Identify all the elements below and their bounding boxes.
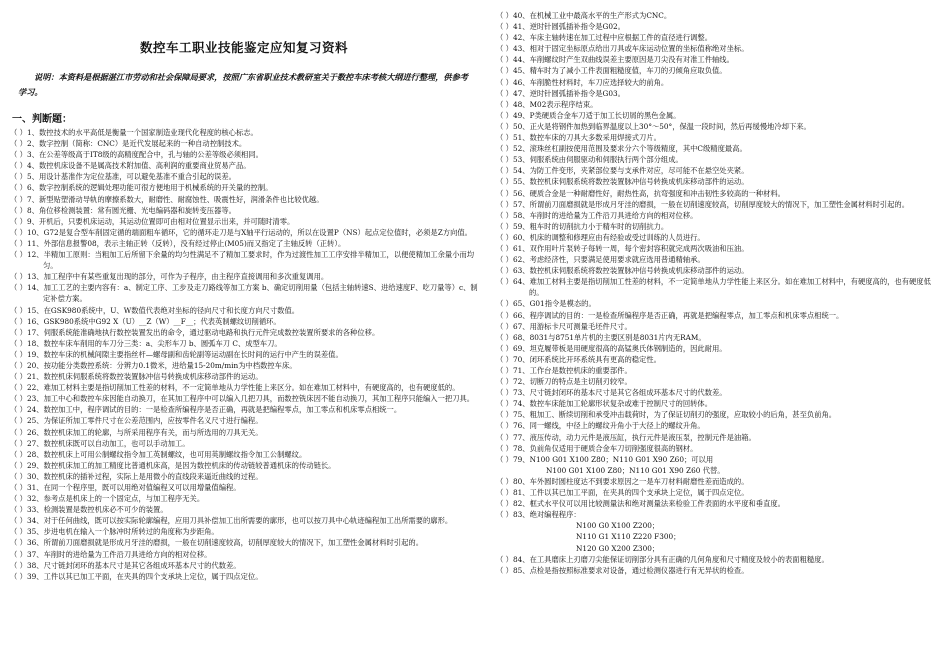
answer-bracket: （ ） xyxy=(496,166,513,176)
question-text: 4、数控机床设备不是属高技术附加值、高利润的重要商业贸易产品。 xyxy=(27,161,251,171)
question-text: 74、数控车床能加工轮廓形状复杂或难于控制尺寸的回转体。 xyxy=(513,399,713,409)
question-item xyxy=(496,121,942,132)
question-item xyxy=(496,165,942,176)
answer-bracket: （ ） xyxy=(10,161,27,171)
question-item xyxy=(10,560,478,571)
answer-bracket: （ ） xyxy=(10,216,27,226)
answer-bracket: （ ） xyxy=(10,338,27,348)
question-item xyxy=(10,182,478,193)
question-item xyxy=(496,43,942,54)
question-item xyxy=(10,515,478,526)
answer-bracket: （ ） xyxy=(10,383,27,393)
question-item xyxy=(496,321,942,332)
question-item xyxy=(10,393,478,404)
question-item xyxy=(496,265,942,276)
answer-bracket: （ ） xyxy=(10,139,27,149)
answer-bracket: （ ） xyxy=(496,399,513,409)
question-text: 2、数字控制（简称：CNC）是近代发展起来的一种自动控制技术。 xyxy=(27,139,247,149)
question-item xyxy=(496,409,942,420)
question-text: 27、数控机床既可以自动加工，也可以手动加工。 xyxy=(27,438,190,448)
answer-bracket: （ ） xyxy=(496,443,513,453)
answer-bracket: （ ） xyxy=(496,332,513,342)
question-item xyxy=(10,249,478,271)
question-text: 19、数控车床的机械间隙主要指丝杆—螺母副和齿轮副等运动副在长时间的运行中产生的误差值。 xyxy=(27,349,343,359)
question-text: 49、P类硬质合金车刀适于加工长切屑的黑色金属。 xyxy=(513,110,681,120)
question-text: 66、程序调试的目的：一是检查所编程序是否正确，再就是把编程零点，加工零点和机床零点相统一。 xyxy=(513,310,844,320)
question-text: 71、工作台是数控机床的重要部件。 xyxy=(513,366,632,375)
question-text: 5、用设计基准作为定位基准，可以避免基准不重合引起的误差。 xyxy=(27,172,236,182)
question-text: 80、车外圆时圆柱度达不到要求原因之一是车刀材料耐磨性差而造成的。 xyxy=(513,476,749,486)
question-text: 75、粗加工、断续切削和承受冲击载荷时，为了保证切削刃的强度，应取较小的后角，甚至负前角。 xyxy=(513,410,837,420)
question-item xyxy=(10,349,478,360)
question-text: 33、检测装置是数控机床必不可少的装置。 xyxy=(27,505,168,515)
question-text: 67、用游标卡尺可测量毛坯件尺寸。 xyxy=(513,321,632,331)
answer-bracket: （ ） xyxy=(10,460,27,470)
question-text: 31、在同一个程序里，既可以用绝对值编程又可以用增量值编程。 xyxy=(27,483,241,492)
answer-bracket: （ ） xyxy=(496,11,513,20)
answer-bracket: （ ） xyxy=(496,22,513,32)
question-text: 59、粗车时的切削抗力小于精车时的切削抗力。 xyxy=(513,221,669,231)
answer-bracket: （ ） xyxy=(10,560,27,570)
answer-bracket: （ ） xyxy=(10,538,27,548)
question-text: 68、8031与8751单片机的主要区别是8031片内无RAM。 xyxy=(513,332,706,342)
question-item xyxy=(496,77,942,88)
question-text: 28、数控机床上可用公制螺纹指令加工英制螺纹，也可用英制螺纹指令加工公制螺纹。 xyxy=(27,449,307,459)
answer-bracket: （ ） xyxy=(10,349,27,359)
answer-bracket: （ ） xyxy=(496,77,513,87)
answer-bracket: （ ） xyxy=(496,421,513,431)
question-item xyxy=(10,404,478,415)
answer-bracket: （ ） xyxy=(10,416,27,426)
question-item xyxy=(496,509,942,520)
question-item xyxy=(10,282,478,304)
answer-bracket: （ ） xyxy=(496,99,513,109)
question-item xyxy=(10,482,478,493)
answer-bracket: （ ） xyxy=(10,250,27,260)
question-item xyxy=(10,460,478,471)
question-item xyxy=(496,432,942,443)
question-item xyxy=(10,316,478,327)
answer-bracket: （ ） xyxy=(496,243,513,253)
program-line: N110 G1 X110 Z220 F300； xyxy=(576,532,681,542)
answer-bracket: （ ） xyxy=(496,110,513,120)
question-item xyxy=(496,343,942,354)
question-item xyxy=(496,365,942,376)
answer-bracket: （ ） xyxy=(496,377,513,387)
question-item xyxy=(496,310,942,321)
question-text: 11、外部信息报警08，表示主轴正转（反转），没有经过停止(M05)而又指定了主轴反转（正转）。 xyxy=(27,238,346,248)
question-item xyxy=(496,232,942,243)
question-item xyxy=(10,360,478,371)
question-text: 6、数字控制系统的逻辑处理功能可很方便地用于机械系统的开关量的控制。 xyxy=(27,183,273,193)
question-item xyxy=(496,254,942,265)
answer-bracket: （ ） xyxy=(496,188,513,198)
question-item xyxy=(496,132,942,143)
answer-bracket: （ ） xyxy=(10,505,27,515)
answer-bracket: （ ） xyxy=(496,354,513,364)
question-text: 12、半精加工原则：当粗加工后所留下余量的均匀性满足不了精加工要求时，作为过渡性加工工序安排半精加工，以便使精加工余量小而均匀。 xyxy=(27,250,475,271)
answer-bracket: （ ） xyxy=(496,488,513,498)
question-item xyxy=(496,32,942,43)
answer-bracket: （ ） xyxy=(496,266,513,276)
question-text: 70、闭环系统比开环系统具有更高的稳定性。 xyxy=(513,354,661,364)
question-item xyxy=(496,99,942,110)
question-item xyxy=(496,443,942,454)
answer-bracket: （ ） xyxy=(496,88,513,98)
answer-bracket: （ ） xyxy=(496,155,513,165)
question-item xyxy=(10,271,478,282)
question-item xyxy=(496,487,942,498)
question-item xyxy=(10,549,478,560)
question-item xyxy=(496,454,942,465)
question-text: 15、在GSK980系统中，U、W数值代表绝对坐标的径向尺寸和长度方向尺寸数值。 xyxy=(27,305,300,315)
answer-bracket: （ ） xyxy=(10,571,27,581)
question-text: 41、逆时针圆弧插补指令是G02。 xyxy=(513,22,625,32)
answer-bracket: （ ） xyxy=(496,499,513,509)
answer-bracket: （ ） xyxy=(496,121,513,131)
question-text: 43、相对于固定坐标原点给出刀具或车床运动位置的坐标值称绝对坐标。 xyxy=(513,44,749,54)
question-text: 3、在公差等级高于IT8级的高精度配合中，孔与轴的公差等级必须相同。 xyxy=(27,150,263,160)
answer-bracket: （ ） xyxy=(10,172,27,182)
question-text: 48、M02表示程序结束。 xyxy=(513,99,598,109)
question-text: 77、液压传动，动力元件是液压缸，执行元件是液压泵，控制元件是油箱。 xyxy=(513,432,756,442)
question-text: 30、数控机床的插补过程，实际上是用微小的直线段来逼近曲线的过程。 xyxy=(27,471,263,481)
answer-bracket: （ ） xyxy=(496,410,513,420)
answer-bracket: （ ） xyxy=(10,283,27,293)
question-text: 65、G01指令是模态的。 xyxy=(513,299,596,309)
answer-bracket: （ ） xyxy=(10,194,27,204)
left-column xyxy=(10,10,478,582)
answer-bracket: （ ） xyxy=(496,255,513,265)
answer-bracket: （ ） xyxy=(10,516,27,526)
question-text: 22、难加工材料主要是指切削加工性差的材料，不一定简单地从力学性能上来区分。如在难加工材料中，有硬度高的，也有硬度低的。 xyxy=(27,383,460,393)
question-item xyxy=(496,298,942,309)
question-text: 47、逆时针圆弧插补指令是G03。 xyxy=(513,88,625,98)
question-item xyxy=(496,354,942,365)
question-text: 42、车床主轴转速在加工过程中应根据工件的直径进行调整。 xyxy=(513,33,713,43)
answer-bracket: （ ） xyxy=(496,210,513,220)
question-item xyxy=(496,398,942,409)
question-text: 52、滚珠丝杠副按使用范围及要求分六个等级精度，其中C级精度最高。 xyxy=(513,144,747,154)
question-item xyxy=(10,305,478,316)
question-text: 29、数控机床加工的加工精度比普通机床高，是因为数控机床的传动链较普通机床的传动链长。 xyxy=(27,460,336,470)
answer-bracket: （ ） xyxy=(10,305,27,315)
question-text: 32、参考点是机床上的一个固定点，与加工程序无关。 xyxy=(27,494,205,504)
question-item xyxy=(10,138,478,149)
answer-bracket: （ ） xyxy=(496,232,513,242)
question-text: 61、双作用叶片泵转子每转一周，每个密封容积就完成两次吸油和压油。 xyxy=(513,243,749,253)
question-text: 55、数控机床伺服系统将数控装置脉冲信号转换成机床移动部件的运动。 xyxy=(513,177,749,187)
question-item xyxy=(10,171,478,182)
answer-bracket: （ ） xyxy=(496,221,513,231)
question-text: 36、所谓前刀面磨损就是形成月牙洼的磨损，一般在切削速度较高，切削厚度较大的情况下，加工塑性金属材料时引起的。 xyxy=(27,538,424,548)
question-item xyxy=(496,387,942,398)
question-item xyxy=(10,504,478,515)
question-text: 16、GSK980系统中G92 X（U）__Z（W）__F__；代表英制螺纹切削循环。 xyxy=(27,316,281,326)
question-item xyxy=(10,382,478,393)
question-list-right xyxy=(496,10,942,576)
question-text: 82、框式水平仪可以用比较测量法和绝对测量法来检验工件表面的水平度和垂直度。 xyxy=(513,499,785,509)
answer-bracket: （ ） xyxy=(496,277,513,287)
answer-bracket: （ ） xyxy=(496,55,513,65)
program-line: N120 G0 X200 Z300； xyxy=(576,543,660,553)
answer-bracket: （ ） xyxy=(10,227,27,237)
answer-bracket: （ ） xyxy=(496,432,513,442)
question-item xyxy=(10,338,478,349)
answer-bracket: （ ） xyxy=(496,144,513,154)
answer-bracket: （ ） xyxy=(10,438,27,448)
question-text: 60、机床的调整和修理应由有经验或受过训练的人员进行。 xyxy=(513,232,705,242)
question-text: 85、点检是指按照标准要求对设备，通过检测仪器进行有无异状的检查。 xyxy=(513,565,749,575)
answer-bracket: （ ） xyxy=(10,549,27,559)
answer-bracket: （ ） xyxy=(496,321,513,331)
question-79-continuation: N100 G01 X100 Z80；N110 G01 X90 Z60 代替。 xyxy=(546,465,725,475)
answer-bracket: （ ） xyxy=(496,44,513,54)
question-item xyxy=(496,476,942,487)
question-text: 14、加工工艺的主要内容有：a、制定工序、工步及走刀路线等加工方案 b、确定切削用量（包括主轴转速S、进给速度F、吃刀量等）c、制定补偿方案。 xyxy=(27,283,478,304)
question-item xyxy=(496,110,942,121)
question-text: 64、难加工材料主要是指切削加工性差的材料，不一定简单地从力学性能上来区分。如在难加工材料中，有硬度高的，也有硬度低的。 xyxy=(513,277,931,298)
question-item xyxy=(10,205,478,216)
question-item xyxy=(496,221,942,232)
question-item xyxy=(496,276,942,298)
question-item xyxy=(496,21,942,32)
program-line: N100 G0 X100 Z200； xyxy=(576,521,660,531)
question-item xyxy=(496,420,942,431)
question-item xyxy=(496,143,942,154)
question-item xyxy=(10,571,478,582)
question-text: 76、同一螺线，中径上的螺纹升角小于大径上的螺纹升角。 xyxy=(513,421,705,431)
question-text: 46、车削脆性材料时，车刀应选择较大的前角。 xyxy=(513,77,669,87)
question-text: 9、开机后，只要机床运动，其运动位置即可由相对位置显示出来，并可随时清零。 xyxy=(27,216,295,226)
question-text: 81、工件以其已加工平面，在夹具的四个支承块上定位，属于四点定位。 xyxy=(513,488,749,498)
question-text: 37、车削时的进给量为工件沿刀具进给方向的相对位移。 xyxy=(27,549,212,559)
answer-bracket: （ ） xyxy=(10,427,27,437)
answer-bracket: （ ） xyxy=(10,483,27,492)
answer-bracket: （ ） xyxy=(496,177,513,187)
answer-bracket: （ ） xyxy=(496,33,513,43)
question-item xyxy=(10,526,478,537)
question-item xyxy=(10,227,478,238)
answer-bracket: （ ） xyxy=(10,471,27,481)
question-text: 17、伺服系统能准确地执行数控装置发出的命令，通过驱动电路和执行元件完成数控装置所要求的各种位移。 xyxy=(27,327,380,337)
answer-bracket: （ ） xyxy=(496,554,513,564)
answer-bracket: （ ） xyxy=(10,527,27,537)
question-item xyxy=(10,149,478,160)
answer-bracket: （ ） xyxy=(10,128,27,137)
question-item xyxy=(10,493,478,504)
answer-bracket: （ ） xyxy=(10,327,27,337)
question-text: 38、尺寸链封闭环的基本尺寸是其它各组成环基本尺寸的代数差。 xyxy=(27,560,241,570)
answer-bracket: （ ） xyxy=(496,299,513,309)
question-item xyxy=(10,537,478,548)
question-text: 26、数控机床加工的轮廓，与所采用程序有关，而与所选用的刀具无关。 xyxy=(27,427,263,437)
question-item xyxy=(496,199,942,210)
question-text: 63、数控机床伺服系统将数控装置脉冲信号转换成机床移动部件的运动。 xyxy=(513,266,749,276)
question-item xyxy=(496,210,942,221)
answer-bracket: （ ） xyxy=(10,183,27,193)
question-item xyxy=(10,415,478,426)
question-item xyxy=(10,427,478,438)
question-text: 44、车削螺纹时产生双曲线误差主要原因是刀尖没有对准工件轴线。 xyxy=(513,55,734,65)
question-text: 57、所谓前刀面磨损就是形成月牙洼的磨损，一般在切削速度较高，切削厚度较大的情况下，加工塑性金属材料时引起的。 xyxy=(513,199,910,209)
question-text: 83、绝对编程程序： xyxy=(513,510,581,520)
answer-bracket: （ ） xyxy=(10,394,27,404)
question-text: 18、数控车床车削用的车刀分三类：a、尖形车刀 b、圆弧车刀 C、成型车刀。 xyxy=(27,338,282,348)
question-text: 39、工件以其已加工平面，在夹具的四个支承块上定位，属于四点定位。 xyxy=(27,571,263,581)
question-text: 72、切断刀的特点是主切削刃较窄。 xyxy=(513,377,632,387)
question-text: 79、N100 G01 X100 Z80；N110 G01 X90 Z60；可以用 xyxy=(513,454,714,464)
question-item xyxy=(496,10,942,21)
right-column xyxy=(496,10,942,576)
question-item xyxy=(496,65,942,76)
question-text: 78、负前角仅适用于硬质合金车刀切削强度很高的钢材。 xyxy=(513,443,698,453)
question-text: 73、尺寸链封闭环的基本尺寸是其它各组成环基本尺寸的代数差。 xyxy=(513,388,727,398)
question-item xyxy=(496,88,942,99)
question-text: 58、车削时的进给量为工件沿刀具进给方向的相对位移。 xyxy=(513,210,698,220)
answer-bracket: （ ） xyxy=(10,205,27,215)
answer-bracket: （ ） xyxy=(496,454,513,464)
answer-bracket: （ ） xyxy=(496,310,513,320)
answer-bracket: （ ） xyxy=(10,405,27,415)
question-text: 84、在工具磨床上刃磨刀尖能保证切削部分具有正确的几何角度和尺寸精度及较小的表面粗糙度。 xyxy=(513,554,829,564)
question-text: 10、G72是复合型车削固定循的端面粗车循环，它的循环走刀是与X轴平行运动的，所以在设置P（NS）起点定位值时，必须是Z方向值。 xyxy=(27,227,472,237)
question-item xyxy=(10,449,478,460)
question-text: 8、角位移检测装置：常有圆光栅、光电编码器和旋转变压器等。 xyxy=(27,205,236,215)
question-item xyxy=(496,176,942,187)
question-text: 1、数控技术的水平高低是衡量一个国家制造业现代化程度的核心标志。 xyxy=(27,128,258,137)
question-item xyxy=(496,54,942,65)
question-item xyxy=(496,565,942,576)
question-text: 50、正火是将钢件加热到临界温度以上30°～50°，保温一段时间，然后再缓慢地冷却下来。 xyxy=(513,121,811,131)
document-title: 数控车工职业技能鉴定应知复习资料 xyxy=(139,40,348,55)
question-text: 53、伺服系统由伺服驱动和伺服执行两个部分组成。 xyxy=(513,155,683,165)
question-text: 69、坦克履带板是用硬度很高的高锰奥氏体钢制造的，因此耐用。 xyxy=(513,343,727,353)
answer-bracket: （ ） xyxy=(496,366,513,375)
answer-bracket: （ ） xyxy=(496,476,513,486)
answer-bracket: （ ） xyxy=(10,372,27,382)
answer-bracket: （ ） xyxy=(496,66,513,76)
question-text: 20、按功能分类数控系统：分辨力0.1微米，进给量15-20m/min为中档数控车床。 xyxy=(27,360,297,370)
answer-bracket: （ ） xyxy=(10,316,27,326)
answer-bracket: （ ） xyxy=(10,494,27,504)
document-intro: 说明：本资料是根据湛江市劳动和社会保障局要求，按照广东省职业技术教研室关于数控车床考核大纲进行整理，供参考学习。 xyxy=(18,72,468,97)
question-item xyxy=(496,154,942,165)
question-text: 24、数控加工中，程序调试的目的：一是检查所编程序是否正确，再就是把编程零点，加工零点和机床零点相统一。 xyxy=(27,405,402,415)
question-text: 34、对于任何曲线，既可以按实际轮廓编程，应用刀具补偿加工出所需要的廓形，也可以按刀具中心轨迹编程加工出所需要的廓形。 xyxy=(27,516,453,526)
answer-bracket: （ ） xyxy=(10,238,27,248)
answer-bracket: （ ） xyxy=(10,272,27,282)
question-item xyxy=(10,127,478,138)
question-item xyxy=(10,238,478,249)
question-item xyxy=(496,188,942,199)
answer-bracket: （ ） xyxy=(496,133,513,143)
question-list-left xyxy=(10,127,478,582)
question-text: 51、数控车床的刀具大多数采用焊接式刀片。 xyxy=(513,133,661,143)
question-text: 54、为防工件变形，夹紧部位要与支承件对应，尽可能不在悬空处夹紧。 xyxy=(513,166,749,176)
answer-bracket: （ ） xyxy=(10,449,27,459)
answer-bracket: （ ） xyxy=(496,199,513,209)
question-item xyxy=(496,243,942,254)
answer-bracket: （ ） xyxy=(496,565,513,575)
section-heading-judgment: 一、判断题： xyxy=(12,114,72,125)
question-text: 23、加工中心和数控车床因能自动换刀，在其加工程序中可以编入几把刀具，而数控铣床因不能自动换刀，其加工程序只能编入一把刀具。 xyxy=(27,394,475,404)
question-text: 62、考虑经济性，只要满足使用要求就应选用普通精轴承。 xyxy=(513,255,705,265)
question-item xyxy=(10,160,478,171)
question-text: 13、加工程序中有某些重复出现的部分，可作为子程序，由主程序直接调用和多次重复调用。 xyxy=(27,272,329,282)
question-item xyxy=(10,371,478,382)
question-text: 21、数控机床伺服系统将数控装置脉冲信号转换成机床移动部件的运动。 xyxy=(27,372,263,382)
answer-bracket: （ ） xyxy=(10,360,27,370)
question-item xyxy=(496,554,942,565)
question-item xyxy=(496,332,942,343)
question-text: 40、在机械工业中最高水平的生产形式为CNC。 xyxy=(513,11,672,20)
question-text: 56、硬质合金是一种耐磨性好，耐热性高，抗弯强度和冲击韧性多较高的一种材料。 xyxy=(513,188,785,198)
question-text: 25、为保证所加工零件尺寸在公差范围内，应按零件名义尺寸进行编程。 xyxy=(27,416,263,426)
question-item xyxy=(496,376,942,387)
answer-bracket: （ ） xyxy=(496,343,513,353)
question-item xyxy=(496,498,942,509)
answer-bracket: （ ） xyxy=(10,150,27,160)
question-text: 45、精车时为了减小工件表面粗糙度值，车刀的刃倾角应取负值。 xyxy=(513,66,727,76)
question-text: 7、新型贴塑滑动导轨的摩擦系数大，耐磨性、耐腐蚀性、吸震性好，润滑条件也比较优越。 xyxy=(27,194,324,204)
question-item xyxy=(10,327,478,338)
answer-bracket: （ ） xyxy=(496,510,513,520)
question-text: 35、步进电机在输入一个脉冲时所转过的角度称为步距角。 xyxy=(27,527,219,537)
question-item xyxy=(10,194,478,205)
question-item xyxy=(10,471,478,482)
question-item xyxy=(10,216,478,227)
question-item xyxy=(10,438,478,449)
answer-bracket: （ ） xyxy=(496,388,513,398)
